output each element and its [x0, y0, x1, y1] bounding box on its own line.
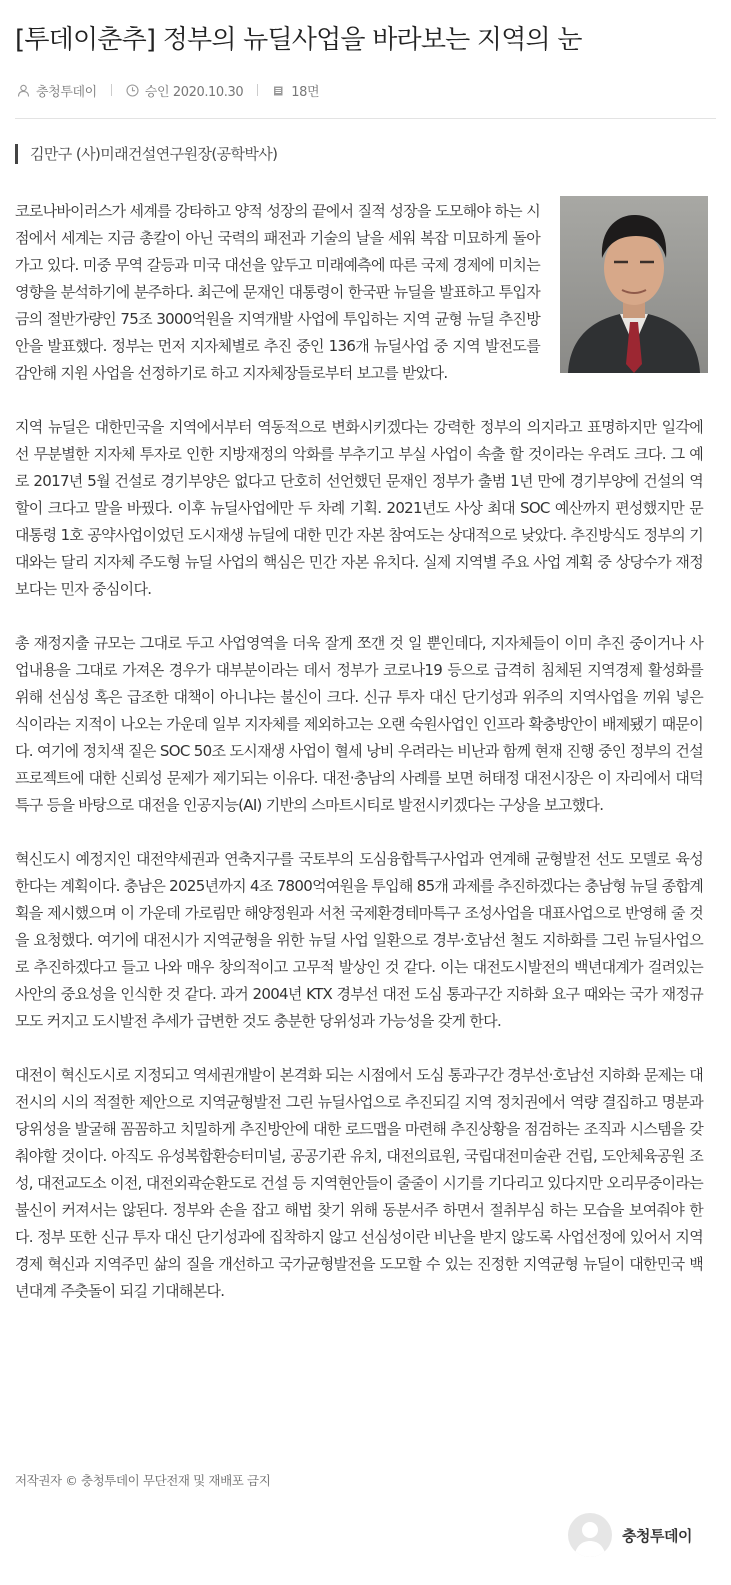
publisher-profile[interactable]: [568, 1512, 716, 1558]
byline: 김만구 (사)미래건설연구원장(공학박사): [15, 144, 277, 164]
article-paragraph: 혁신도시 예정지인 대전약세권과 연축지구를 국토부의 도심융합특구사업과 연계해 균형발전 선도 모델로 육성한다는 계획이다. 충남은 2025년까지 4조 7800억여원을 투입해 85개 과제를 추진하겠다는 충남형 뉴딜 종합계획을 제시했으며 이 가운데 가로림만 해양정원과 서천 국제환경테마특구 조성사업을 대표사업으로 반영해 줄 것을 요청했다. 여기에 대전시가 지역균형을 위한 뉴딜 사업 일환으로 경부·호남선 철도 지하화를 그린 뉴딜사업으로 추진하겠다고 들고 나와 매우 창의적이고 고무적 발상인 것 같다. 이는 대전도시발전의 백년대계가 걸려있는 사안의 중요성을 인식한 것 같다. 과거 2004년 KTX 경부선 대전 도심 통과구간 지하화 요구 때와는 국가 재정규모도 커지고 도시발전 추세가 급변한 것도 충분한 당위성과 가능성을 갖게 한다.: [15, 850, 703, 1030]
clock-icon: [126, 84, 139, 97]
meta-page-label: 18면: [291, 84, 320, 100]
article-paragraph: 대전이 혁신도시로 지정되고 역세권개발이 본격화 되는 시점에서 도심 통과구간 경부선·호남선 지하화 문제는 대전시의 시의 적절한 제안으로 지역균형발전 그린 뉴딜사업으로 추진되길 지역 정치권에서 역량 결집하고 명분과 당위성을 발굴해 꼼꼼하고 치밀하게 추진방안에 대한 로드맵을 마련해 추진상황을 점검하는 조직과 시스템을 갖춰야할 것이다. 아직도 유성복합환승터미널, 공공기관 유치, 대전의료원, 국립대전미술관 건립, 도안체육공원 조성, 대전교도소 이전, 대전외곽순환도로 건설 등 지역현안들이 줄줄이 시기를 기다리고 있다지만 오리무중이라는 불신이 커져서는 않된다. 정부와 손을 잡고 해법 찾기 위해 동분서주 하면서 절취부심 하는 모습을 보여줘야 한다. 정부 또한 신규 투자 대신 단기성과에 집착하지 않고 선심성이란 비난을 받지 않도록 사업선정에 있어서 지역경제 혁신과 지역주민 삶의 질을 개선하고 국가균형발전을 도모할 수 있는 진정한 지역균형 뉴딜이 대한민국 백년대계 주춧돌이 되길 기대해본다.: [15, 1066, 703, 1300]
meta-divider: [257, 84, 258, 96]
copyright-notice: 저작권자 © 충청투데이 무단전재 및 재배포 금지: [15, 1473, 271, 1488]
meta-divider: [111, 84, 112, 96]
meta-approved-label: 승인 2020.10.30: [144, 84, 244, 100]
meta-author[interactable]: [17, 81, 97, 100]
publisher-name: 충청투데이: [622, 1526, 692, 1545]
header-divider: [15, 118, 716, 119]
meta-approved: [126, 81, 243, 100]
article-paragraph: 지역 뉴딜은 대한민국을 지역에서부터 역동적으로 변화시키겠다는 강력한 정부의 의지라고 표명하지만 일각에선 무분별한 지자체 투자로 인한 지방재정의 악화를 부추기고 부실 사업이 속출 할 것이라는 우려도 크다. 그 예로 2017년 5월 건설로 경기부양은 없다고 단호히 선언했던 문재인 정부가 출범 1년 만에 경기부양에 건설의 역할이 크다고 말을 바꿨다. 이후 뉴딜사업에만 두 차례 기획. 2021년도 사상 최대 SOC 예산까지 편성했지만 문 대통령 1호 공약사업이었던 도시재생 뉴딜에 대한 민간 자본 참여도는 상대적으로 낮았다. 추진방식도 정부의 기대와는 달리 지자체 주도형 뉴딜 사업의 핵심은 민간 자본 유치다. 실제 지역별 주요 사업 계획 중 상당수가 재정보다는 민자 중심이다.: [15, 418, 703, 598]
meta-page: [272, 81, 319, 100]
article-paragraph: 총 재정지출 규모는 그대로 두고 사업영역을 더욱 잘게 쪼갠 것 일 뿐인데다, 지자체들이 이미 추진 중이거나 사업내용을 그대로 가져온 경우가 대부분이라는 데서 정부가 코로나19 등으로 급격히 침체된 지역경제 활성화를 위해 선심성 혹은 급조한 대책이 아니냐는 불신이 크다. 신규 투자 대신 단기성과 위주의 지역사업을 끼워 넣은 식이라는 지적이 나오는 가운데 일부 지자체를 제외하고는 오랜 숙원사업인 인프라 확충방안이 배제됐기 때문이다. 여기에 정치색 짙은 SOC 50조 도시재생 사업이 혈세 낭비 우려라는 비난과 함께 현재 진행 중인 정부의 건설 프로젝트에 대한 신뢰성 문제가 제기되는 이유다. 대전·충남의 사례를 보면 허태정 대전시장은 이 자리에서 대덕특구 등을 바탕으로 대전을 인공지능(AI) 기반의 스마트시티로 발전시키겠다는 구상을 보고했다.: [15, 634, 703, 814]
meta-author-label: 충청투데이: [36, 84, 97, 100]
newspaper-icon: [272, 84, 285, 97]
article-meta: [17, 80, 319, 100]
person-icon: [17, 84, 30, 97]
avatar: [568, 1513, 612, 1557]
article-title: [투데이춘추] 정부의 뉴딜사업을 바라보는 지역의 눈: [15, 25, 582, 55]
person-placeholder-icon: [568, 1513, 612, 1557]
article-body: [15, 198, 703, 1332]
article-paragraph: 코로나바이러스가 세계를 강타하고 양적 성장의 끝에서 질적 성장을 도모해야 하는 시점에서 세계는 지금 총칼이 아닌 국력의 패전과 기술의 날을 세워 복잡 미묘하게 돌아가고 있다. 미중 무역 갈등과 미국 대선을 앞두고 미래예측에 따른 국제 경제에 미치는 영향을 분석하기에 분주하다. 최근에 문재인 대통령이 한국판 뉴딜을 발표하고 투입자금의 절반가량인 75조 3000억원을 지역개발 사업에 투입하는 지역 균형 뉴딜 추진방안을 발표했다. 정부는 먼저 지자체별로 추진 중인 136개 뉴딜사업 중 지역 발전도를 감안해 지원 사업을 선정하기로 하고 지자체장들로부터 보고를 받았다.: [15, 202, 540, 382]
